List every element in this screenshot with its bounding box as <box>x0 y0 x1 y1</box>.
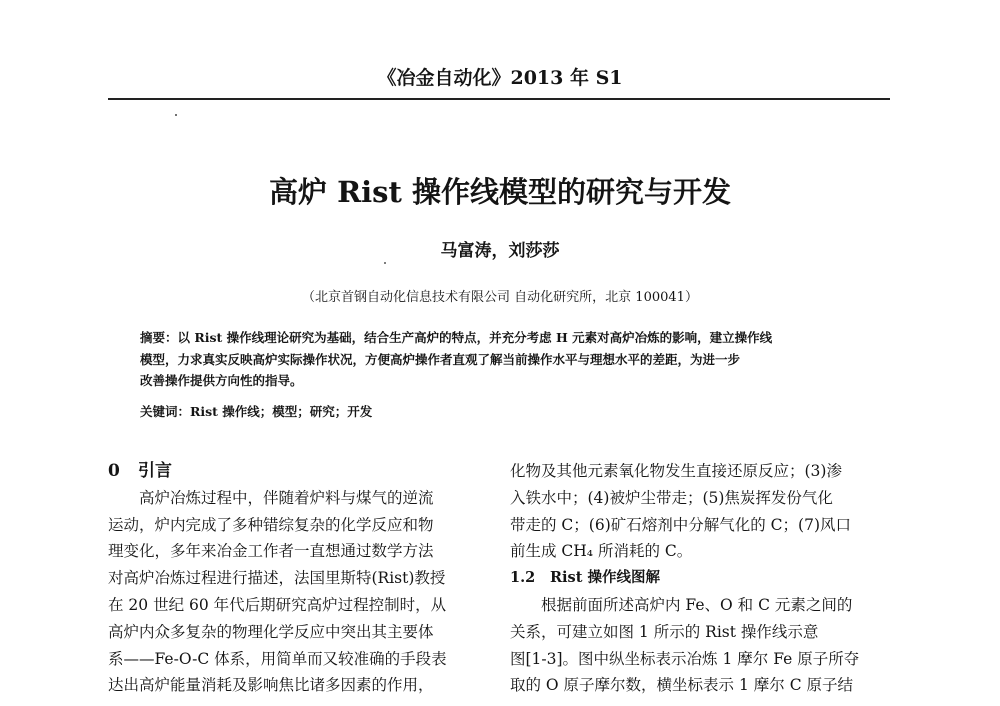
header-rule <box>108 98 890 100</box>
section-number: 0 <box>108 461 120 481</box>
body-line: 关系，可建立如图 1 所示的 Rist 操作线示意 <box>510 622 819 641</box>
abstract-line: 模型，力求真实反映高炉实际操作状况，方便高炉操作者直观了解当前操作水平与理想水平的差距，为进一步 <box>140 351 741 367</box>
subsection-heading <box>510 565 892 592</box>
body-line: 前生成 CH₄ 所消耗的 C。 <box>510 542 693 561</box>
body-line: 在 20 世纪 60 年代后期研究高炉过程控制时，从 <box>108 595 447 614</box>
article-authors: 马富涛，刘莎莎 <box>440 241 560 261</box>
keywords: 关键词：Rist 操作线；模型；研究；开发 <box>140 404 373 419</box>
body-line: 根据前面所述高炉内 Fe、O 和 C 元素之间的 <box>541 595 853 614</box>
article-affiliation: （北京首钢自动化信息技术有限公司 自动化研究所，北京 100041） <box>302 290 698 305</box>
subsection-number: 1.2 <box>510 569 536 587</box>
body-line: 带走的 C；(6)矿石熔剂中分解气化的 C；(7)风口 <box>510 515 851 534</box>
body-line: 系——Fe-O-C 体系，用简单而又较准确的手段表 <box>108 649 447 668</box>
abstract-line: 改善操作提供方向性的指导。 <box>140 373 303 388</box>
body-line: 入铁水中；(4)被炉尘带走；(5)焦炭挥发份气化 <box>510 488 833 507</box>
abstract-block <box>140 327 870 392</box>
body-line: 高炉冶炼过程中，伴随着炉料与煤气的逆流 <box>139 488 434 507</box>
body-line: 化物及其他元素氧化物发生直接还原反应；(3)渗 <box>510 462 842 480</box>
scan-speck <box>384 262 386 264</box>
section-heading <box>108 458 490 485</box>
scan-speck <box>175 114 177 116</box>
article-title: 高炉 Rist 操作线模型的研究与开发 <box>268 175 732 209</box>
body-line: 图[1-3]。图中纵坐标表示冶炼 1 摩尔 Fe 原子所夺 <box>510 649 860 668</box>
body-line: 高炉内众多复杂的物理化学反应中突出其主要体 <box>108 622 434 641</box>
left-column <box>108 458 490 699</box>
running-head: 《冶金自动化》2013 年 S1 <box>377 67 623 89</box>
abstract-line: 摘要：以 Rist 操作线理论研究为基础，结合生产高炉的特点，并充分考虑 H 元素对高炉冶炼的影响，建立操作线 <box>140 330 773 345</box>
body-line: 取的 O 原子摩尔数，横坐标表示 1 摩尔 C 原子结 <box>510 676 853 695</box>
body-line: 对高炉冶炼过程进行描述，法国里斯特(Rist)教授 <box>108 569 446 588</box>
section-title: 引言 <box>138 461 172 481</box>
body-line: 理变化，多年来冶金工作者一直想通过数学方法 <box>108 542 434 561</box>
body-line: 达出高炉能量消耗及影响焦比诸多因素的作用， <box>108 676 434 695</box>
right-column <box>510 458 892 699</box>
subsection-title: Rist 操作线图解 <box>550 569 660 587</box>
body-line: 运动，炉内完成了多种错综复杂的化学反应和物 <box>108 515 434 534</box>
